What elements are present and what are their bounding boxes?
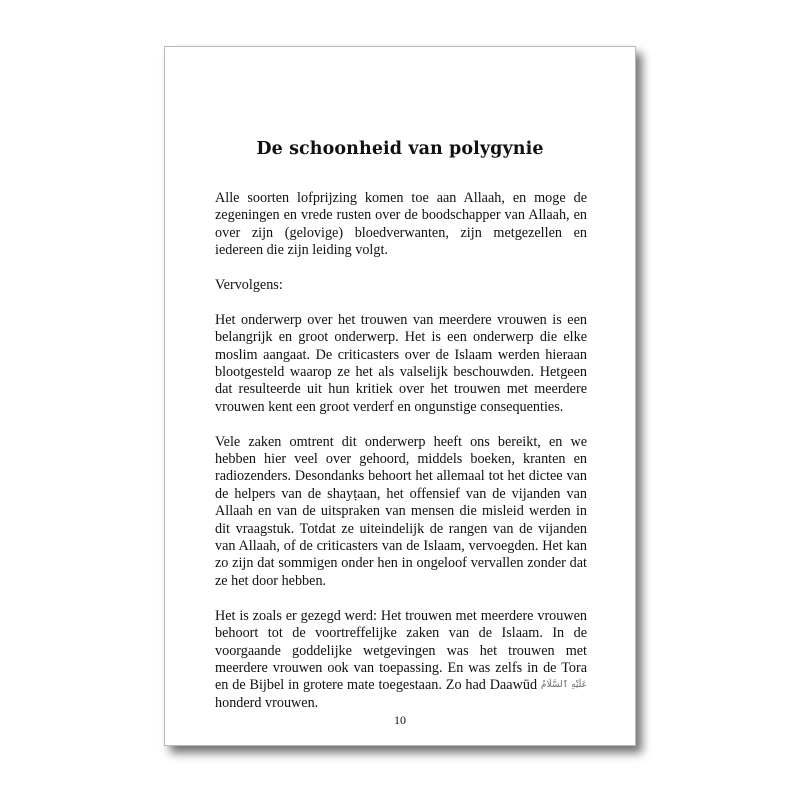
book-page <box>164 46 636 746</box>
honorific-text: عَلَيْهِ ٱلسَّلَامُ <box>540 680 587 691</box>
page-title: De schoonheid van polygynie <box>256 139 544 159</box>
paragraph-vele-zaken: Vele zaken omtrent dit onderwerp heeft ons bereikt, en we hebben hier veel over gehoord, middels boeken, kranten en radiozenders. Desondanks behoort het allemaal tot het dictee van de helpers van de shayṭaan, het offensief van de vijanden van Allaah en van de uitspraken van mensen die misleid werden in dit vraagstuk. Totdat ze uiteindelijk de rangen van de vijanden van Allaah, of de criticasters van de Islaam, vervoegden. Het kan zo zijn dat sommigen onder hen in ongeloof vervallen zonder dat ze het door hebben. <box>215 433 587 589</box>
page-number: 10 <box>394 713 406 727</box>
paragraph-zoals-gezegd <box>215 608 587 712</box>
paragraph-text-before: Het is zoals er gezegd werd: Het trouwen met meerdere vrouwen behoort tot de voortreffelijke zaken van de Islaam. In de voorgaande goddelijke wetgevingen was het trouwen met meerdere vrouwen ook van toepassing. En was zelfs in de Tora en de Bijbel in grotere mate toegestaan. Zo had Daawūd <box>215 607 587 694</box>
page-body <box>215 190 587 730</box>
paragraph-intro: Alle soorten lofprijzing komen toe aan Allaah, en moge de zegeningen en vrede rusten over de boodschapper van Allaah, en over zijn (gelovige) bloedverwanten, zijn metgezellen en iedereen die zijn leiding volgt. <box>215 190 587 259</box>
paragraph-onderwerp: Het onderwerp over het trouwen van meerdere vrouwen is een belangrijk en groot onderwerp. Het is een onderwerp die elke moslim aangaat. De criticasters over de Islaam werden hieraan blootgesteld waarop ze het als valselijk beschouwden. Hetgeen dat resulteerde uit hun kritiek over het trouwen met meerdere vrouwen kent een groot verderf en ongunstige consequenties. <box>215 311 587 415</box>
paragraph-text-after: honderd vrouwen. <box>215 694 319 711</box>
paragraph-vervolgens: Vervolgens: <box>215 277 283 294</box>
